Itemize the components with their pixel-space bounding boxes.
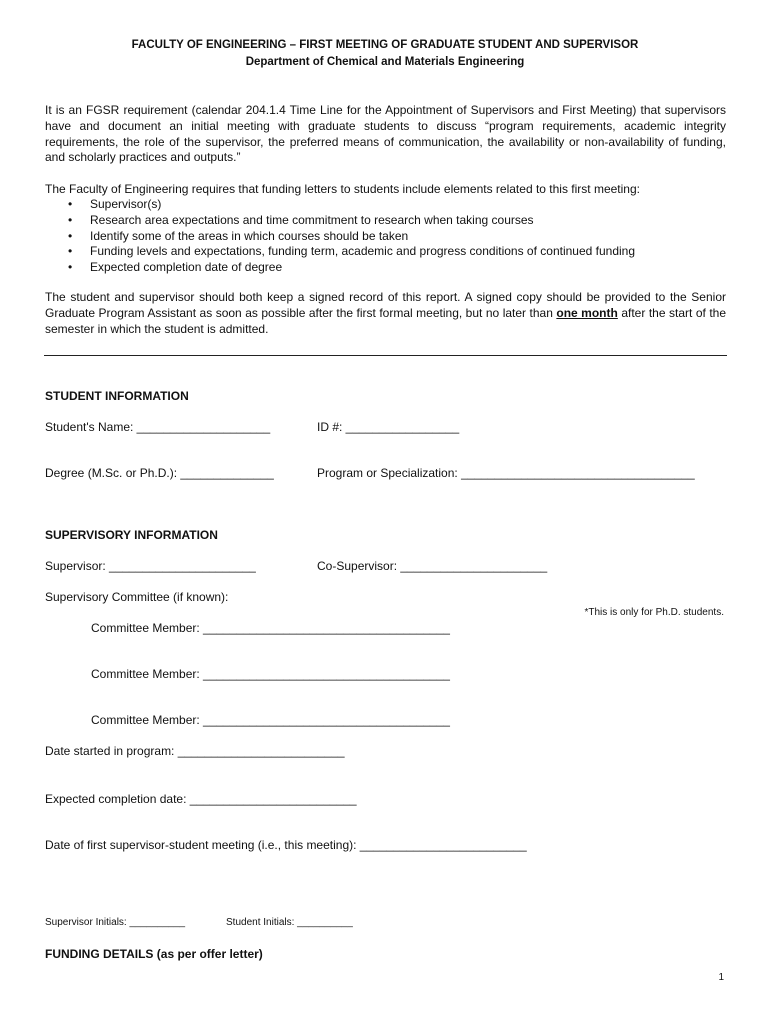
first-meeting-date-field[interactable]: Date of first supervisor-student meeting (i.e., this meeting): _________________________ xyxy=(45,838,527,852)
student-info-heading: STUDENT INFORMATION xyxy=(45,389,189,403)
committee-member-field[interactable]: Committee Member: _____________________________________ xyxy=(91,667,450,681)
requirements-list xyxy=(68,197,635,276)
program-field[interactable]: Program or Specialization: ___________________________________ xyxy=(317,466,695,480)
funding-details-heading: FUNDING DETAILS (as per offer letter) xyxy=(45,947,263,961)
list-item: • Funding levels and expectations, funding term, academic and progress conditions of continued funding xyxy=(68,244,635,260)
page-title: FACULTY OF ENGINEERING – FIRST MEETING OF GRADUATE STUDENT AND SUPERVISOR xyxy=(131,39,639,51)
list-item: • Identify some of the areas in which courses should be taken xyxy=(68,229,635,245)
expected-completion-field[interactable]: Expected completion date: _________________________ xyxy=(45,792,357,806)
deadline-emphasis: one month xyxy=(556,305,618,320)
committee-member-field[interactable]: Committee Member: _____________________________________ xyxy=(91,713,450,727)
student-id-field[interactable]: ID #: _________________ xyxy=(317,420,460,434)
page-number: 1 xyxy=(718,972,724,983)
section-divider xyxy=(44,355,727,356)
cosupervisor-field[interactable]: Co-Supervisor: ______________________ xyxy=(317,559,548,573)
student-initials-field[interactable]: Student Initials: __________ xyxy=(226,917,353,928)
intro-paragraph: It is an FGSR requirement (calendar 204.1.4 Time Line for the Appointment of Supervisors and First Meeting) that supervisors have and document an initial meeting with graduate students to discuss “program requirements, academic integrity requirements, the role of the supervisor, the preferred means of communication, the availability or non-availability of funding, and scholarly practices and outputs.” xyxy=(45,103,726,165)
supervisory-info-heading: SUPERVISORY INFORMATION xyxy=(45,528,218,542)
list-item: • Expected completion date of degree xyxy=(68,260,635,276)
date-started-field[interactable]: Date started in program: _________________________ xyxy=(45,744,345,758)
list-item: • Supervisor(s) xyxy=(68,197,635,213)
record-keeping-paragraph xyxy=(45,290,726,337)
record-text-start: The student and supervisor should both keep a signed record of this report. A signed copy should be provided to the Senior Graduate Program Assistant as soon as possible after the first formal meeting, but no later than xyxy=(45,290,726,320)
degree-field[interactable]: Degree (M.Sc. or Ph.D.): ______________ xyxy=(45,466,274,480)
committee-member-field[interactable]: Committee Member: _____________________________________ xyxy=(91,621,450,635)
student-name-field[interactable]: Student's Name: ____________________ xyxy=(45,420,271,434)
supervisor-field[interactable]: Supervisor: ______________________ xyxy=(45,559,256,573)
committee-label: Supervisory Committee (if known): xyxy=(45,590,229,604)
supervisor-initials-field[interactable]: Supervisor Initials: __________ xyxy=(45,917,186,928)
list-item: • Research area expectations and time commitment to research when taking courses xyxy=(68,213,635,229)
funding-letter-paragraph: The Faculty of Engineering requires that funding letters to students include elements related to this first meeting: xyxy=(45,182,640,196)
phd-note: *This is only for Ph.D. students. xyxy=(584,607,724,618)
record-text-end: after the start of the semester in which the student is admitted. xyxy=(45,305,726,336)
page-subtitle: Department of Chemical and Materials Engineering xyxy=(245,56,525,68)
